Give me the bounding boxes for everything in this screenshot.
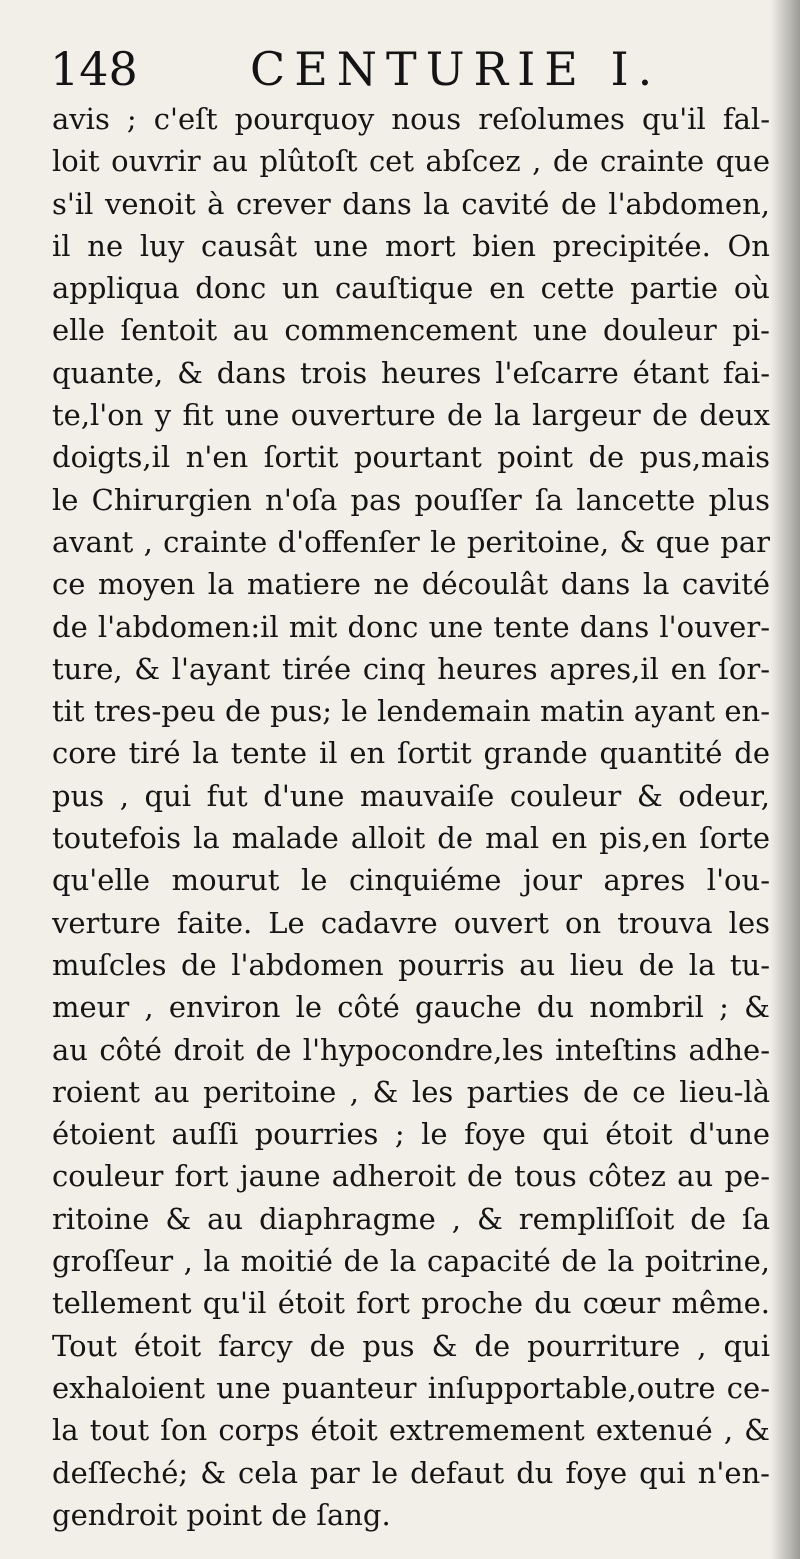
text-line: toutefois la malade alloit de mal en pis,en ſorte [52, 821, 770, 856]
text-line: ture, & l'ayant tirée cinq heures apres,il en ſor- [52, 651, 770, 686]
text-line: roient au peritoine , & les parties de ce lieu-là [52, 1074, 770, 1109]
page-header [50, 38, 770, 100]
text-line: meur , environ le côté gauche du nombril ; & [52, 990, 770, 1025]
text-line: ritoine & au diaphragme , & rempliſſoit de ſa [52, 1201, 770, 1236]
text-line: quante, & dans trois heures l'eſcarre étant fai- [52, 355, 770, 390]
text-line: exhaloient une puanteur inſupportable,outre ce- [52, 1370, 770, 1405]
text-line: pus , qui fut d'une mauvaiſe couleur & odeur, [52, 778, 770, 813]
text-line: gendroit point de ſang. [52, 1497, 391, 1532]
text-line: tellement qu'il étoit fort proche du cœur même. [52, 1286, 770, 1321]
text-line: Tout étoit farcy de pus & de pourriture , qui [52, 1328, 770, 1363]
page-number: 148 [50, 42, 138, 96]
text-line: couleur fort jaune adheroit de tous côtez au pe- [52, 1159, 770, 1194]
text-line: la tout ſon corps étoit extremement extenué , & [52, 1413, 770, 1448]
text-line: il ne luy causât une mort bien precipitée. On [52, 228, 770, 263]
text-line: elle ſentoit au commencement une douleur pi- [52, 313, 770, 348]
text-line: doigts,il n'en ſortit pourtant point de pus,mais [52, 440, 770, 475]
text-line: avant , crainte d'offenſer le peritoine, & que par [52, 524, 770, 559]
text-line: loit ouvrir au plûtoſt cet abſcez , de crainte que [52, 144, 770, 179]
running-title: CENTURIE I. [250, 42, 662, 96]
text-line: étoient auſſi pourries ; le foye qui étoit d'une [52, 1117, 770, 1152]
text-line: de l'abdomen:il mit donc une tente dans l'ouver- [52, 609, 770, 644]
text-line: tit tres-peu de pus; le lendemain matin ayant en- [52, 694, 770, 729]
text-line: qu'elle mourut le cinquiéme jour apres l'ou- [52, 863, 770, 898]
text-line: ce moyen la matiere ne découlât dans la cavité [52, 567, 770, 602]
text-line: deſſeché; & cela par le defaut du foye qui n'en- [52, 1455, 770, 1490]
text-line: au côté droit de l'hypocondre,les inteſtins adhe- [52, 1032, 770, 1067]
text-line: le Chirurgien n'oſa pas pouſſer ſa lancette plus [52, 482, 770, 517]
body-text [52, 98, 770, 1536]
text-line: te,l'on y fit une ouverture de la largeur de deux [52, 398, 770, 433]
text-line: avis ; c'eſt pourquoy nous reſolumes qu'il fal- [52, 102, 770, 136]
text-line: muſcles de l'abdomen pourris au lieu de la tu- [52, 947, 770, 982]
text-line: verture faite. Le cadavre ouvert on trouva les [52, 905, 770, 940]
text-line: groſſeur , la moitié de la capacité de la poitrine, [52, 1244, 770, 1279]
text-line: core tiré la tente il en ſortit grande quantité de [52, 736, 770, 771]
text-line: appliqua donc un cauſtique en cette partie où [52, 271, 770, 306]
text-line: s'il venoit à crever dans la cavité de l'abdomen, [52, 186, 770, 221]
